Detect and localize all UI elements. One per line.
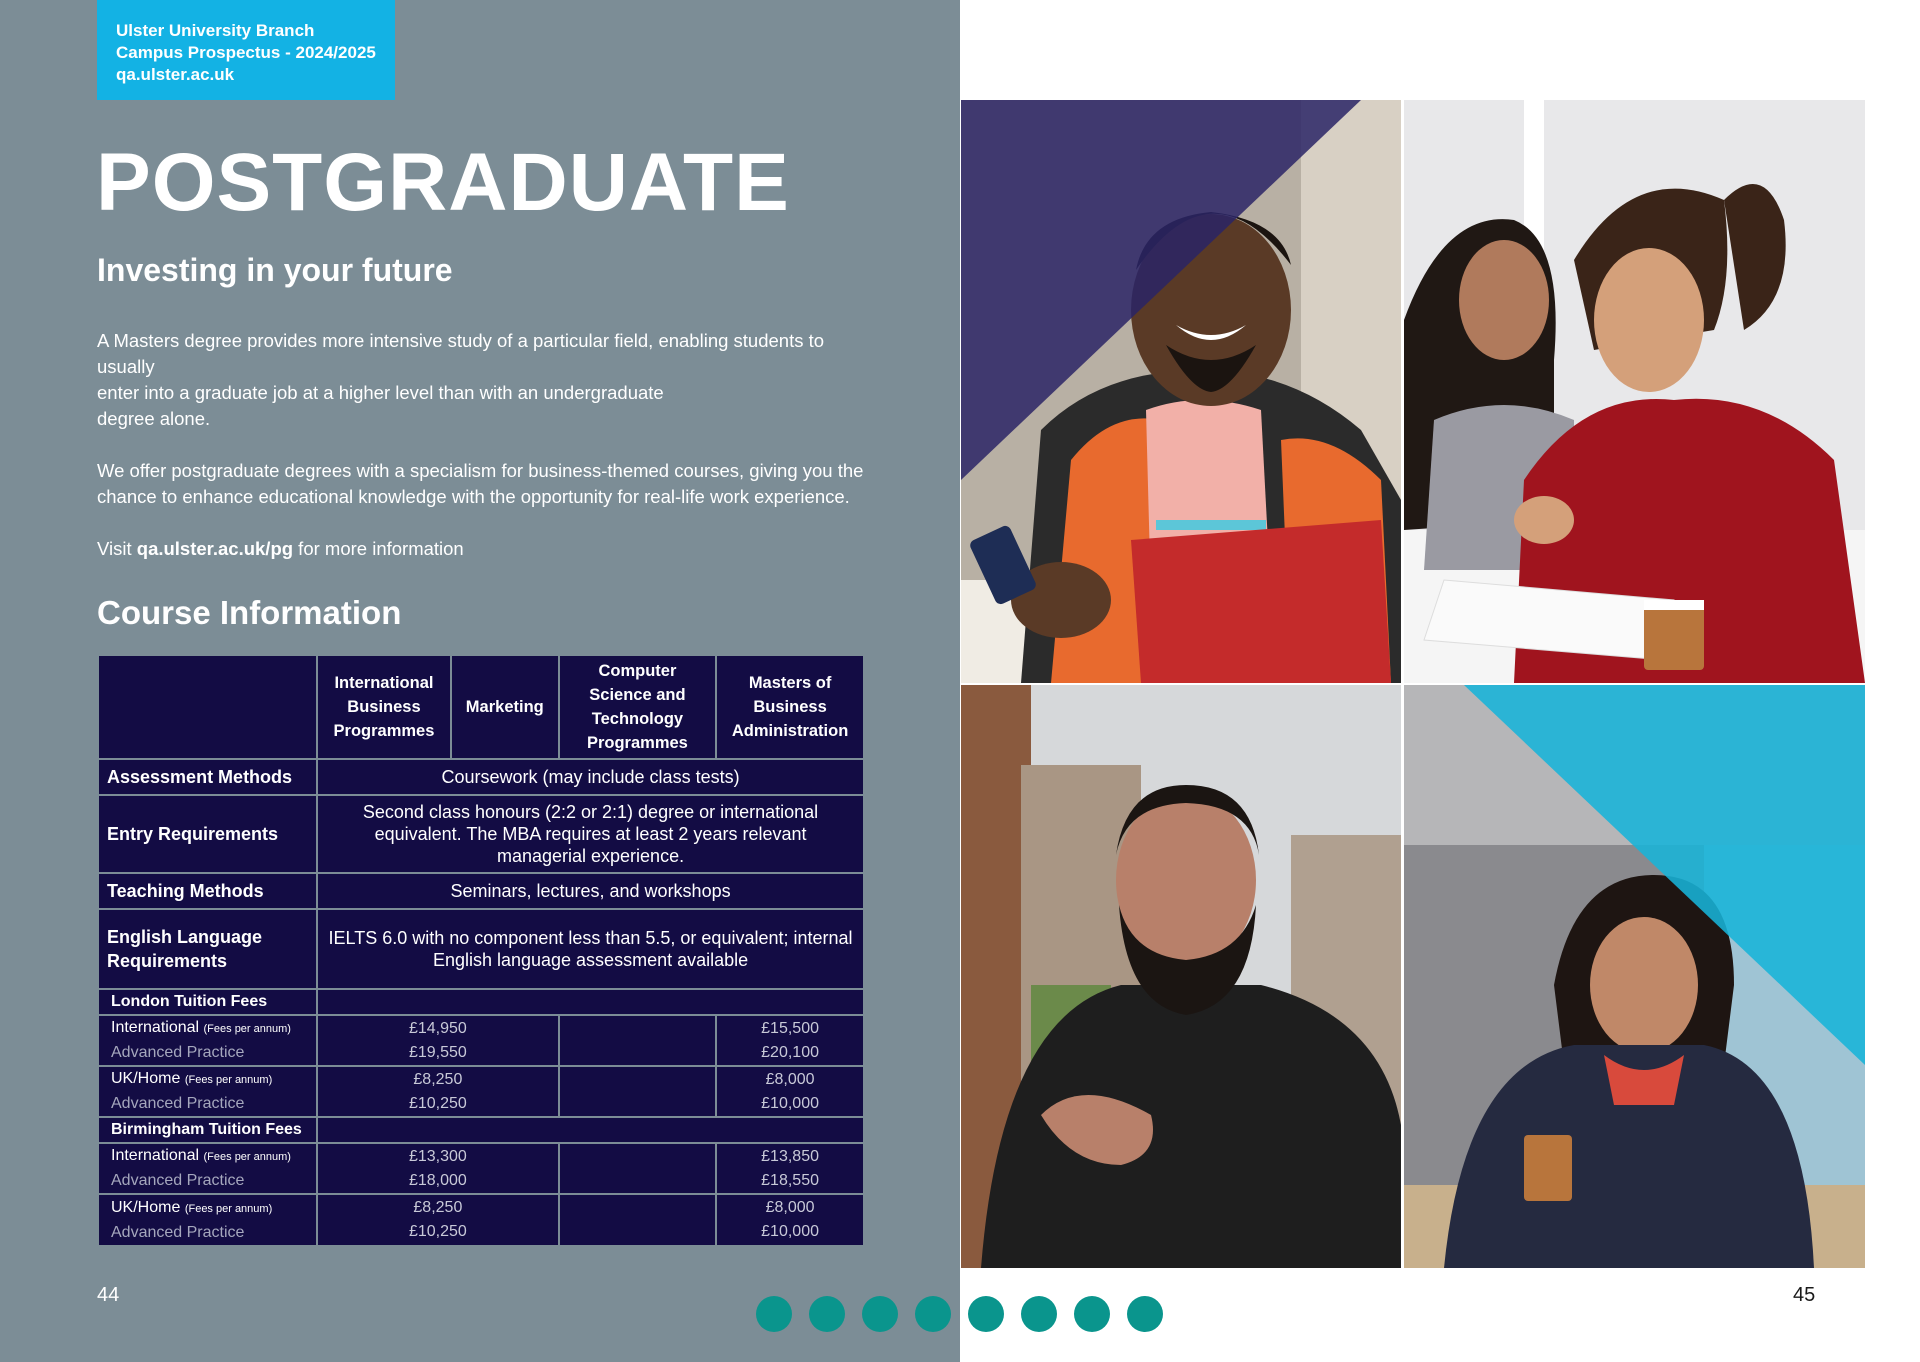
column-header: Computer Science and Technology Programmes xyxy=(559,655,717,759)
pg-link[interactable]: qa.ulster.ac.uk/pg xyxy=(136,538,294,559)
fee-value: £8,250 £10,250 xyxy=(317,1066,559,1117)
fee-value: £15,500 £20,100 xyxy=(716,1015,864,1066)
fee-value: £14,950 £19,550 xyxy=(317,1015,559,1066)
fees-section-row xyxy=(98,1117,864,1143)
row-value: Seminars, lectures, and workshops xyxy=(317,873,864,909)
page-subtitle: Investing in your future xyxy=(97,252,453,288)
row-label: Entry Requirements xyxy=(98,795,317,873)
dot xyxy=(1127,1296,1163,1332)
fee-row xyxy=(98,1066,864,1117)
fee-value: £13,850 £18,550 xyxy=(716,1143,864,1194)
header-prospectus: Campus Prospectus - 2024/2025 xyxy=(116,43,376,62)
row-value: Second class honours (2:2 or 2:1) degree or international equivalent. The MBA requires at least 2 years relevant managerial experience. xyxy=(317,795,864,873)
fee-value: £8,000 £10,000 xyxy=(716,1066,864,1117)
dot xyxy=(809,1296,845,1332)
dot xyxy=(968,1296,1004,1332)
column-header: Marketing xyxy=(451,655,559,759)
fee-label: International (Fees per annum) Advanced Practice xyxy=(98,1015,317,1066)
student-photo-1 xyxy=(961,100,1401,683)
column-header: International Business Programmes xyxy=(317,655,451,759)
student-photo-4 xyxy=(1404,685,1865,1268)
course-info-table xyxy=(97,654,865,1247)
page-title: POSTGRADUATE xyxy=(96,137,790,228)
fee-value: £8,250 £10,250 xyxy=(317,1194,559,1246)
intro-paragraph-2: We offer postgraduate degrees with a specialism for business-themed courses, giving you the chance to enhance educational knowledge with the opportunity for real-life work experience. xyxy=(97,460,864,507)
student-photo-3 xyxy=(961,685,1401,1268)
row-value: Coursework (may include class tests) xyxy=(317,759,864,795)
table-corner-cell xyxy=(98,655,317,759)
course-info-heading: Course Information xyxy=(97,594,402,631)
header-url[interactable]: qa.ulster.ac.uk xyxy=(116,65,235,84)
fee-row xyxy=(98,1194,864,1246)
row-value: IELTS 6.0 with no component less than 5.5, or equivalent; internal English language assessment available xyxy=(317,909,864,989)
dot xyxy=(1074,1296,1110,1332)
table-row xyxy=(98,909,864,989)
table-row xyxy=(98,795,864,873)
visit-line: Visit qa.ulster.ac.uk/pg for more information xyxy=(97,538,464,559)
prospectus-header-box xyxy=(97,0,395,100)
table-header-row xyxy=(98,655,864,759)
page-number-right: 45 xyxy=(1793,1284,1816,1306)
table-row xyxy=(98,873,864,909)
intro-paragraph-1: A Masters degree provides more intensive study of a particular field, enabling students to usually enter into a graduate job at a higher level than with an undergraduate degree alone. xyxy=(97,330,825,429)
london-fees-heading: London Tuition Fees xyxy=(98,989,317,1015)
fee-row xyxy=(98,1143,864,1194)
page-number-left: 44 xyxy=(97,1284,120,1306)
dot xyxy=(756,1296,792,1332)
dot xyxy=(915,1296,951,1332)
dot xyxy=(1021,1296,1057,1332)
header-branch: Ulster University Branch xyxy=(116,21,315,40)
fee-label: UK/Home (Fees per annum) Advanced Practice xyxy=(98,1066,317,1117)
fee-label: UK/Home (Fees per annum) Advanced Practice xyxy=(98,1194,317,1246)
column-header: Masters of Business Administration xyxy=(716,655,864,759)
intro-text xyxy=(97,328,877,588)
fee-value: £8,000 £10,000 xyxy=(716,1194,864,1246)
fee-value: £13,300 £18,000 xyxy=(317,1143,559,1194)
table-row xyxy=(98,759,864,795)
decorative-dots xyxy=(756,1296,1163,1332)
student-photo-2 xyxy=(1404,100,1865,683)
fee-label: International (Fees per annum) Advanced Practice xyxy=(98,1143,317,1194)
row-label: English Language Requirements xyxy=(98,909,317,989)
dot xyxy=(862,1296,898,1332)
row-label: Assessment Methods xyxy=(98,759,317,795)
fees-section-row xyxy=(98,989,864,1015)
birmingham-fees-heading: Birmingham Tuition Fees xyxy=(98,1117,317,1143)
row-label: Teaching Methods xyxy=(98,873,317,909)
fee-row xyxy=(98,1015,864,1066)
